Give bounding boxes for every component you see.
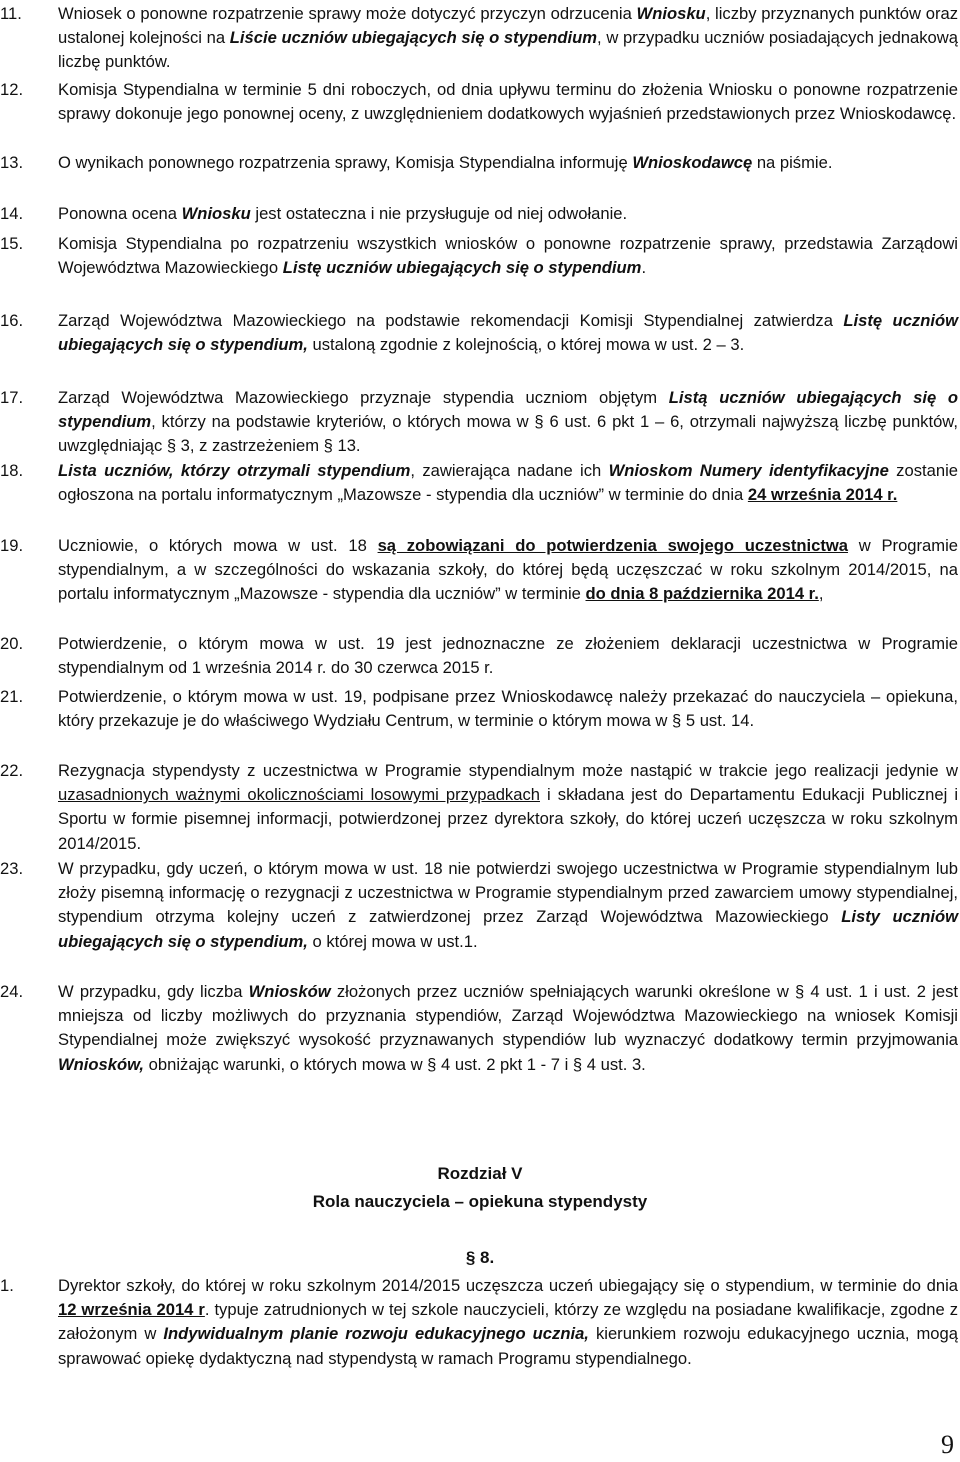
numbered-paragraph [0,1274,958,1371]
text-run: obniżając warunki, o których mowa w § 4 ust. 2 pkt 1 - 7 i § 4 ust. 3. [144,1054,646,1074]
paragraph-number: 20. [0,634,24,653]
text-run: zostanie ogłoszona na portalu informatycznym „Mazowsze - stypendia dla uczniów” w terminie do dnia [58,461,958,505]
emphasized-text: Liście uczniów ubiegających się o stypendium [229,28,598,48]
text-run: W przypadku, gdy liczba [58,982,249,1001]
numbered-paragraph [0,309,958,357]
chapter-number: Rozdział V [437,1164,523,1183]
numbered-paragraph [0,2,958,75]
text-run: o której mowa w ust.1. [307,931,478,951]
text-run: W przypadku, gdy uczeń, o którym mowa w ust. 18 nie potwierdzi swojego uczestnictwa w Programie stypendialnym lub złoży pisemną informację o rezygnacji z uczestnictwa w Programie stypendialnym przed zawarciem umowy stypendialnej, stypendium otrzyma kolejny uczeń z zatwierdzonej przez Zarząd Województwa Mazowieckiego [58,859,958,927]
emphasized-text: Wniosku [636,4,706,23]
text-run: Uczniowie, o których mowa w ust. 18 [58,536,378,555]
paragraph-text [58,78,958,126]
paragraph-text [58,857,958,954]
emphasized-text: Listę uczniów ubiegających się o stypendium, [58,311,959,355]
numbered-paragraph [0,459,958,507]
text-run: jest ostateczna i nie przysługuje od niej odwołanie. [250,204,628,223]
paragraph-number: 16. [0,311,24,330]
text-run: Potwierdzenie, o którym mowa w ust. 19, podpisane przez Wnioskodawcę należy przekazać do nauczyciela – opiekuna, który przekazuje je do właściwego Wydziału Centrum, w terminie o którym mowa w § 5 ust. 14. [58,687,958,731]
text-run: Ponowna ocena [58,204,182,223]
paragraph-number: 23. [0,859,24,878]
paragraph-text [58,980,958,1077]
text-run: Zarząd Województwa Mazowieckiego na podstawie rekomendacji Komisji Stypendialnej zatwierdza [58,311,844,330]
numbered-paragraph [0,632,958,680]
paragraph-number: 21. [0,687,24,706]
emphasized-text: Listy uczniów ubiegających się o stypendium, [58,907,958,951]
paragraph-number: 17. [0,388,24,407]
text-run: Potwierdzenie, o którym mowa w ust. 19 jest jednoznaczne ze złożeniem deklaracji uczestnictwa w Programie stypendialnym od 1 września 2014 r. do 30 czerwca 2015 r. [58,634,958,678]
emphasized-text: są zobowiązani do potwierdzenia swojego uczestnictwa [377,536,849,555]
paragraph-text [58,1274,958,1371]
numbered-paragraph [0,759,958,856]
emphasized-text: Listą uczniów ubiegających się o stypendium [58,388,958,432]
paragraph-number: 1. [0,1276,14,1295]
text-run: , liczby przyznanych punktów oraz ustalonej kolejności na [58,4,958,48]
numbered-paragraph [0,980,958,1077]
paragraph-text [58,202,958,226]
page-number: 9 [941,1430,954,1459]
emphasized-text: 24 września 2014 r. [747,485,898,505]
paragraph-text [58,309,958,357]
numbered-paragraph [0,202,958,226]
numbered-paragraph [0,685,958,733]
text-run: Zarząd Województwa Mazowieckiego przyznaje stypendia uczniom objętym [58,388,669,407]
text-run: kierunkiem rozwoju edukacyjnego ucznia, mogą sprawować opiekę dydaktyczną nad stypendystą w ramach Programu stypendialnego. [58,1324,958,1368]
paragraph-text [58,534,958,607]
emphasized-text: Wniosku [181,204,251,223]
paragraph-text [58,232,958,280]
paragraph-number: 14. [0,204,24,223]
emphasized-text: 12 września 2014 r [58,1300,205,1320]
emphasized-text: Lista uczniów, którzy otrzymali stypendium [58,461,411,480]
paragraph-text [58,2,958,75]
emphasized-text: Wnioskom Numery identyfikacyjne [608,461,889,480]
emphasized-text: Indywidualnym planie rozwoju edukacyjnego ucznia, [163,1324,589,1344]
paragraph-text [58,151,958,175]
text-run: . [641,258,647,278]
emphasized-text: Wnioskodawcę [632,153,753,172]
text-run: Komisja Stypendialna po rozpatrzeniu wszystkich wniosków o ponowne rozpatrzenie sprawy, przedstawia Zarządowi Województwa Mazowieckiego [58,234,958,278]
paragraph-number: 15. [0,234,24,253]
numbered-paragraph [0,78,958,126]
emphasized-text: do dnia 8 października 2014 r. [585,584,819,604]
paragraph-number: 19. [0,536,24,555]
text-run: , którzy na podstawie kryteriów, o których mowa w § 6 ust. 6 pkt 1 – 6, otrzymali najwyższą liczbę punktów, uwzględniając § 3, z zastrzeżeniem § 13. [58,412,958,456]
text-run: Komisja Stypendialna w terminie 5 dni roboczych, od dnia upływu terminu do złożenia Wniosku o ponowne rozpatrzenie sprawy dokonuje jego ponownej oceny, z uwzględnieniem dodatkowych wyjaśnień przedstawionych przez Wnioskodawcę. [58,80,958,124]
numbered-paragraph [0,386,958,459]
text-run: ustaloną zgodnie z kolejnością, o której mowa w ust. 2 – 3. [307,335,745,355]
emphasized-text: Listę uczniów ubiegających się o stypendium [282,258,642,278]
paragraph-text [58,685,958,733]
text-run: Rezygnacja stypendysty z uczestnictwa w Programie stypendialnym może nastąpić w trakcie jego realizacji jedynie w [58,761,958,780]
text-run: na piśmie. [752,153,833,172]
numbered-paragraph [0,857,958,954]
paragraph-number: 12. [0,80,24,99]
paragraph-number: 13. [0,153,24,172]
paragraph-text [58,759,958,856]
text-run: złożonych przez uczniów spełniających warunki określone w § 4 ust. 1 i ust. 2 jest mniejsza od liczby możliwych do przyznania stypendiów, Zarząd Województwa Mazowieckiego na wniosek Komisji Stypendialnej może zwiększyć wysokość przyznawanych stypendiów lub wyznaczyć dodatkowy termin przyjmowania [58,982,958,1050]
paragraph-text [58,632,958,680]
text-run: , zawierająca nadane ich [410,461,609,480]
paragraph-number: 18. [0,461,24,480]
numbered-paragraph [0,151,958,175]
text-run: , [818,584,824,604]
paragraph-number: 22. [0,761,24,780]
numbered-paragraph [0,534,958,607]
text-run: Dyrektor szkoły, do której w roku szkolnym 2014/2015 uczęszcza uczeń ubiegający się o stypendium, w terminie do dnia [58,1276,958,1295]
chapter-title: Rola nauczyciela – opiekuna stypendysty [312,1192,648,1211]
paragraph-text [58,386,958,459]
emphasized-text: Wniosków, [58,1054,145,1074]
text-run: Wniosek o ponowne rozpatrzenie sprawy może dotyczyć przyczyn odrzucenia [58,4,637,23]
emphasized-text: uzasadnionych ważnymi okolicznościami losowymi przypadkach [58,785,540,805]
numbered-paragraph [0,232,958,280]
section-symbol: § 8. [465,1248,495,1267]
text-run: i składana jest do Departamentu Edukacji Publicznej i Sportu w formie pisemnej informacji, potwierdzonej przez dyrektora szkoły, do której uczeń uczęszcza w roku szkolnym 2014/2015. [58,785,959,853]
paragraph-number: 11. [0,4,22,23]
text-run: . typuje zatrudnionych w tej szkole nauczycieli, którzy ze względu na posiadane kwalifikacje, zgodne z założonym w [58,1300,958,1344]
paragraph-text [58,459,958,507]
emphasized-text: Wniosków [248,982,331,1001]
text-run: , w przypadku uczniów posiadających jednakową liczbę punktów. [58,28,958,72]
text-run: w Programie stypendialnym, a w szczególności do wskazania szkoły, do której będą uczęszczać w roku szkolnym 2014/2015, na portalu informatycznym „Mazowsze - stypendia dla uczniów” w terminie [58,536,959,604]
text-run: O wynikach ponownego rozpatrzenia sprawy, Komisja Stypendialna informuję [58,153,633,172]
paragraph-number: 24. [0,982,24,1001]
